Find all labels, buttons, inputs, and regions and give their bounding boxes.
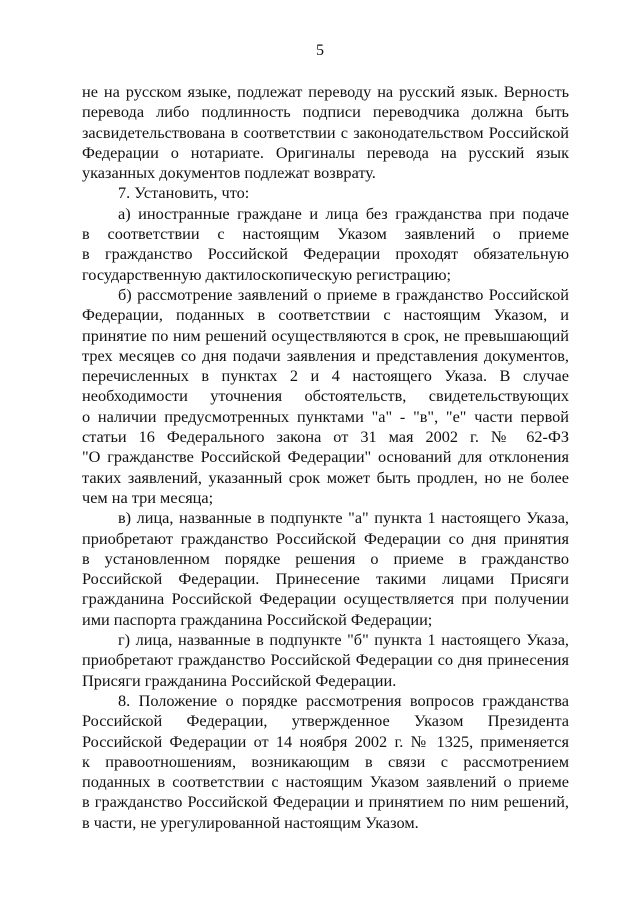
text-line: Российской Федерации, утвержденное Указом Президента [82, 711, 569, 731]
text-line: Российской Федерации от 14 ноября 2002 г. № 1325, применяется [82, 731, 569, 751]
text-line: а) иностранные граждане и лица без гражданства при подаче [118, 203, 569, 223]
text-line: необходимости уточнения обстоятельств, свидетельствующих [82, 386, 569, 406]
text-line: указанных документов подлежат возврату. [82, 163, 376, 183]
text-line: государственную дактилоскопическую регистрацию; [82, 264, 452, 284]
text-line: о наличии предусмотренных пунктами "а" - "в", "е" части первой [82, 406, 569, 426]
text-line: г) лица, названные в подпункте "б" пункта 1 настоящего Указа, [118, 630, 569, 650]
text-line: в гражданство Российской Федерации и принятием по ним решений, [82, 792, 569, 812]
paragraph-item-7g [82, 630, 569, 691]
text-line: б) рассмотрение заявлений о приеме в гражданство Российской [118, 284, 569, 304]
text-line: трех месяцев со дня подачи заявления и представления документов, [82, 345, 569, 365]
text-line: Федерации, поданных в соответствии с настоящим Указом, и [82, 305, 569, 325]
text-line: Присяги гражданина Российской Федерации. [82, 670, 397, 690]
text-line: перевода либо подлинность подписи переводчика должна быть [82, 102, 569, 122]
text-line: Российской Федерации. Принесение такими лицами Присяги [82, 569, 569, 589]
paragraph-item-7a [82, 204, 569, 285]
text-line: в установленном порядке решения о приеме в гражданство [82, 548, 569, 568]
paragraph-continuation [82, 82, 569, 183]
text-line: поданных в соответствии с настоящим Указом заявлений о приеме [82, 772, 569, 792]
text-line: приобретают гражданство Российской Федерации со дня принесения [82, 650, 569, 670]
text-line: в части, не урегулированной настоящим Указом. [82, 812, 419, 832]
paragraph-item-7v [82, 508, 569, 630]
page-number: 5 [316, 42, 324, 59]
text-line: перечисленных в пунктах 2 и 4 настоящего Указа. В случае [82, 366, 569, 386]
text-line: принятие по ним решений осуществляются в срок, не превышающий [82, 325, 569, 345]
text-line: не на русском языке, подлежат переводу на русский язык. Верность [82, 82, 569, 101]
text-line: 8. Положение о порядке рассмотрения вопросов гражданства [118, 690, 569, 710]
text-line: ими паспорта гражданина Российской Федерации; [82, 609, 433, 629]
text-line: засвидетельствована в соответствии с законодательством Российской [82, 122, 569, 142]
paragraph-item-8 [82, 691, 569, 833]
text-line: в гражданство Российской Федерации проходят обязательную [82, 244, 569, 264]
text-line: в) лица, названные в подпункте "а" пункта 1 настоящего Указа, [118, 508, 569, 528]
paragraph-item-7b [82, 285, 569, 508]
text-line: таких заявлений, указанный срок может быть продлен, но не более [82, 467, 569, 487]
text-line: чем на три месяца; [82, 487, 214, 507]
document-body [82, 82, 569, 833]
text-line: приобретают гражданство Российской Федерации со дня принятия [82, 528, 569, 548]
text-line: гражданина Российской Федерации осуществляется при получении [82, 589, 569, 609]
text-line: в соответствии с настоящим Указом заявлений о приеме [82, 224, 569, 244]
text-line: Федерации о нотариате. Оригиналы перевода на русский язык [82, 142, 569, 162]
text-line: 7. Установить, что: [118, 183, 250, 203]
text-line: "О гражданстве Российской Федерации" оснований для отклонения [82, 447, 569, 467]
paragraph-item-7 [82, 183, 569, 203]
text-line: статьи 16 Федерального закона от 31 мая 2002 г. № 62-ФЗ [82, 427, 569, 447]
text-line: к правоотношениям, возникающим в связи с рассмотрением [82, 751, 569, 771]
